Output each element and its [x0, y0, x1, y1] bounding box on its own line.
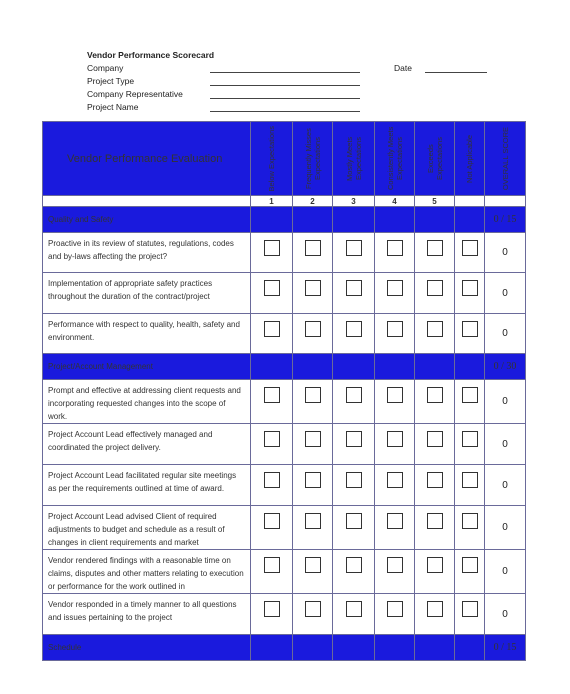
rating-cell — [333, 594, 375, 635]
question-text: Vendor rendered findings with a reasonable time on claims, disputes and other matters relating to execution or performance for the work outlined in — [43, 550, 251, 594]
rating-checkbox[interactable] — [264, 513, 280, 529]
rating-cell — [375, 380, 415, 424]
company-representative-field[interactable] — [210, 98, 360, 99]
rating-cell — [251, 594, 293, 635]
blank-cell — [375, 354, 415, 380]
rating-checkbox[interactable] — [305, 557, 321, 573]
rating-cell — [375, 233, 415, 273]
rating-number: 2 — [293, 196, 333, 207]
rating-cell — [375, 594, 415, 635]
section-title: Schedule — [43, 635, 251, 661]
rating-cell — [415, 550, 455, 594]
rating-cell — [293, 380, 333, 424]
blank-cell — [375, 207, 415, 233]
rating-checkbox[interactable] — [264, 472, 280, 488]
row-score: 0 — [485, 314, 526, 354]
rating-checkbox[interactable] — [305, 321, 321, 337]
section-score: 0 / 15 — [485, 635, 526, 661]
rating-cell — [415, 424, 455, 465]
question-text: Implementation of appropriate safety practices throughout the duration of the contract/project — [43, 273, 251, 314]
blank-cell — [455, 196, 485, 207]
rating-cell — [415, 273, 455, 314]
row-score: 0 — [485, 550, 526, 594]
rating-checkbox[interactable] — [305, 431, 321, 447]
rating-checkbox[interactable] — [264, 280, 280, 296]
rating-cell — [455, 314, 485, 354]
rating-checkbox[interactable] — [264, 387, 280, 403]
rating-checkbox[interactable] — [346, 321, 362, 337]
blank-cell — [455, 207, 485, 233]
blank-cell — [375, 635, 415, 661]
rating-checkbox[interactable] — [346, 431, 362, 447]
rating-checkbox[interactable] — [427, 321, 443, 337]
rating-cell — [293, 506, 333, 550]
section-title: Quality and Safety — [43, 207, 251, 233]
question-text: Performance with respect to quality, health, safety and environment. — [43, 314, 251, 354]
rating-cell — [333, 380, 375, 424]
rating-checkbox[interactable] — [427, 280, 443, 296]
rating-checkbox[interactable] — [387, 240, 403, 256]
rating-checkbox[interactable] — [305, 601, 321, 617]
column-header-exceeds: Exceeds Expectations — [415, 122, 455, 196]
rating-cell — [455, 380, 485, 424]
rating-checkbox[interactable] — [346, 387, 362, 403]
rating-cell — [251, 506, 293, 550]
question-row — [43, 380, 526, 424]
rating-checkbox[interactable] — [427, 387, 443, 403]
question-text: Proactive in its review of statutes, regulations, codes and by-laws affecting the project? — [43, 233, 251, 273]
rating-checkbox[interactable] — [387, 387, 403, 403]
question-text: Project Account Lead advised Client of required adjustments to budget and schedule as a result of changes in client requirements and market — [43, 506, 251, 550]
blank-cell — [251, 635, 293, 661]
question-text: Prompt and effective at addressing client requests and incorporating requested changes into the scope of work. — [43, 380, 251, 424]
rating-cell — [333, 424, 375, 465]
rating-cell — [455, 506, 485, 550]
rating-checkbox[interactable] — [462, 280, 478, 296]
rating-cell — [375, 550, 415, 594]
rating-checkbox[interactable] — [264, 240, 280, 256]
evaluation-table — [42, 121, 526, 661]
rating-number: 5 — [415, 196, 455, 207]
row-score: 0 — [485, 380, 526, 424]
company-field[interactable] — [210, 72, 360, 73]
rating-checkbox[interactable] — [427, 513, 443, 529]
rating-cell — [333, 550, 375, 594]
rating-cell — [375, 273, 415, 314]
section-header-row — [43, 207, 526, 233]
rating-checkbox[interactable] — [305, 240, 321, 256]
rating-checkbox[interactable] — [346, 240, 362, 256]
date-label: Date — [394, 63, 412, 73]
rating-checkbox[interactable] — [387, 557, 403, 573]
rating-cell — [293, 550, 333, 594]
rating-checkbox[interactable] — [346, 280, 362, 296]
rating-cell — [251, 233, 293, 273]
rating-checkbox[interactable] — [462, 513, 478, 529]
row-score: 0 — [485, 594, 526, 635]
rating-cell — [375, 506, 415, 550]
section-header-row — [43, 635, 526, 661]
company-representative-label: Company Representative — [87, 89, 183, 99]
rating-number: 4 — [375, 196, 415, 207]
blank-cell — [43, 196, 251, 207]
rating-checkbox[interactable] — [427, 472, 443, 488]
question-row — [43, 424, 526, 465]
rating-cell — [293, 273, 333, 314]
rating-cell — [333, 506, 375, 550]
column-header-consistently-meets: Consistently Meets Expectations — [375, 122, 415, 196]
rating-number-row — [43, 196, 526, 207]
column-header-below-expectations: Below Expectations — [251, 122, 293, 196]
project-type-field[interactable] — [210, 85, 360, 86]
blank-cell — [415, 635, 455, 661]
rating-checkbox[interactable] — [346, 472, 362, 488]
section-title: Project/Account Management — [43, 354, 251, 380]
rating-cell — [251, 465, 293, 506]
rating-cell — [455, 550, 485, 594]
company-label: Company — [87, 63, 124, 73]
question-row — [43, 273, 526, 314]
column-header-frequently-misses: Frequently Misses Expectations — [293, 122, 333, 196]
rating-checkbox[interactable] — [346, 601, 362, 617]
rating-cell — [455, 594, 485, 635]
rating-cell — [455, 273, 485, 314]
rating-cell — [251, 273, 293, 314]
rating-cell — [333, 465, 375, 506]
question-row — [43, 550, 526, 594]
rating-checkbox[interactable] — [427, 601, 443, 617]
question-row — [43, 594, 526, 635]
rating-cell — [375, 465, 415, 506]
rating-cell — [251, 550, 293, 594]
rating-checkbox[interactable] — [387, 513, 403, 529]
rating-checkbox[interactable] — [305, 513, 321, 529]
blank-cell — [251, 207, 293, 233]
rating-cell — [333, 233, 375, 273]
question-text: Vendor responded in a timely manner to all questions and issues pertaining to the project — [43, 594, 251, 635]
rating-checkbox[interactable] — [305, 472, 321, 488]
rating-checkbox[interactable] — [462, 387, 478, 403]
rating-checkbox[interactable] — [387, 321, 403, 337]
question-row — [43, 465, 526, 506]
rating-cell — [455, 233, 485, 273]
blank-cell — [333, 207, 375, 233]
rating-checkbox[interactable] — [346, 557, 362, 573]
rating-checkbox[interactable] — [427, 240, 443, 256]
rating-cell — [415, 233, 455, 273]
rating-cell — [415, 314, 455, 354]
rating-cell — [415, 380, 455, 424]
rating-checkbox[interactable] — [462, 431, 478, 447]
project-name-field[interactable] — [210, 111, 360, 112]
table-header-row — [43, 122, 526, 196]
rating-cell — [251, 424, 293, 465]
blank-cell — [293, 354, 333, 380]
row-score: 0 — [485, 424, 526, 465]
rating-checkbox[interactable] — [387, 431, 403, 447]
table-title: Vendor Performance Evaluation — [43, 122, 251, 196]
row-score: 0 — [485, 273, 526, 314]
rating-cell — [415, 465, 455, 506]
blank-cell — [293, 207, 333, 233]
rating-cell — [455, 424, 485, 465]
rating-checkbox[interactable] — [264, 321, 280, 337]
blank-cell — [333, 354, 375, 380]
rating-checkbox[interactable] — [462, 321, 478, 337]
rating-checkbox[interactable] — [387, 472, 403, 488]
blank-cell — [415, 207, 455, 233]
rating-checkbox[interactable] — [346, 513, 362, 529]
rating-checkbox[interactable] — [264, 601, 280, 617]
project-name-label: Project Name — [87, 102, 139, 112]
column-header-overall-score: OVERALL SCORE — [485, 122, 526, 196]
blank-cell — [455, 635, 485, 661]
rating-cell — [251, 314, 293, 354]
rating-checkbox[interactable] — [305, 280, 321, 296]
question-text: Project Account Lead facilitated regular site meetings as per the requirements outlined at time of award. — [43, 465, 251, 506]
rating-checkbox[interactable] — [387, 280, 403, 296]
column-header-mostly-meets: Mostly Meets Expectations — [333, 122, 375, 196]
question-text: Project Account Lead effectively managed and coordinated the project delivery. — [43, 424, 251, 465]
question-row — [43, 314, 526, 354]
question-row — [43, 506, 526, 550]
row-score: 0 — [485, 233, 526, 273]
blank-cell — [485, 196, 526, 207]
question-row — [43, 233, 526, 273]
section-score: 0 / 15 — [485, 207, 526, 233]
blank-cell — [415, 354, 455, 380]
rating-checkbox[interactable] — [462, 601, 478, 617]
rating-checkbox[interactable] — [387, 601, 403, 617]
rating-checkbox[interactable] — [264, 431, 280, 447]
rating-cell — [333, 314, 375, 354]
rating-number: 1 — [251, 196, 293, 207]
rating-cell — [293, 465, 333, 506]
rating-cell — [415, 506, 455, 550]
rating-cell — [333, 273, 375, 314]
rating-cell — [415, 594, 455, 635]
section-score: 0 / 30 — [485, 354, 526, 380]
rating-checkbox[interactable] — [462, 557, 478, 573]
rating-cell — [293, 594, 333, 635]
rating-cell — [293, 424, 333, 465]
rating-cell — [455, 465, 485, 506]
rating-cell — [293, 233, 333, 273]
blank-cell — [251, 354, 293, 380]
rating-cell — [375, 314, 415, 354]
rating-cell — [375, 424, 415, 465]
row-score: 0 — [485, 506, 526, 550]
row-score: 0 — [485, 465, 526, 506]
rating-checkbox[interactable] — [462, 472, 478, 488]
rating-number: 3 — [333, 196, 375, 207]
rating-checkbox[interactable] — [427, 431, 443, 447]
rating-checkbox[interactable] — [264, 557, 280, 573]
rating-cell — [251, 380, 293, 424]
rating-checkbox[interactable] — [305, 387, 321, 403]
scorecard-title: Vendor Performance Scorecard — [87, 50, 215, 60]
blank-cell — [455, 354, 485, 380]
column-header-not-applicable: Not Applicable — [455, 122, 485, 196]
blank-cell — [333, 635, 375, 661]
rating-checkbox[interactable] — [427, 557, 443, 573]
blank-cell — [293, 635, 333, 661]
rating-cell — [293, 314, 333, 354]
project-type-label: Project Type — [87, 76, 135, 86]
date-field[interactable] — [425, 72, 487, 73]
rating-checkbox[interactable] — [462, 240, 478, 256]
section-header-row — [43, 354, 526, 380]
